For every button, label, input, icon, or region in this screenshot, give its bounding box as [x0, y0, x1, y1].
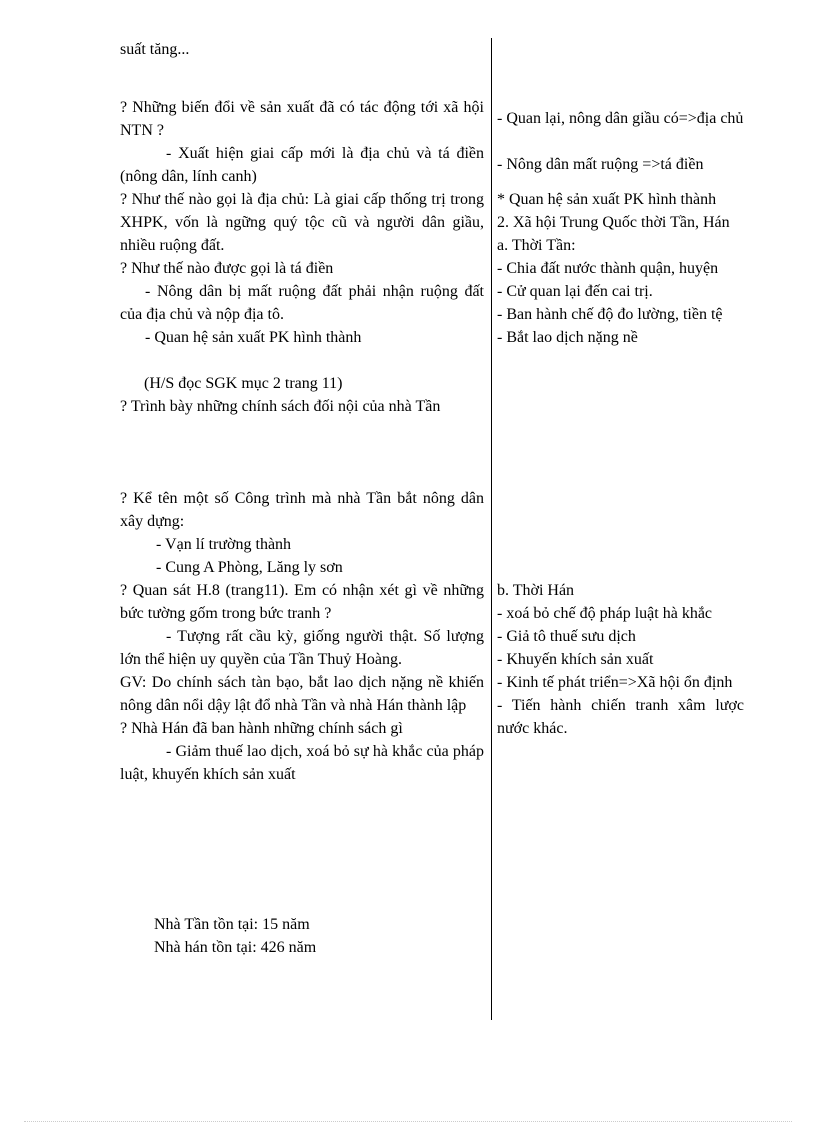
question: ? Quan sát H.8 (trang11). Em có nhận xét gì về những bức tường gốm trong bức tranh ? [120, 582, 484, 622]
note: * Quan hệ sản xuất PK hình thành [497, 191, 717, 208]
note: - Bắt lao dịch nặng nề [497, 329, 638, 346]
section-heading: 2. Xã hội Trung Quốc thời Tần, Hán [497, 214, 730, 231]
question: ? Kể tên một số Công trình mà nhà Tần bắt nông dân xây dựng: [120, 490, 484, 530]
answer: - Quan hệ sản xuất PK hình thành [145, 329, 362, 346]
question: ? Như thế nào gọi là địa chủ: Là giai cấp thống trị trong XHPK, vốn là ngững quý tộc cũ và người dân giầu, nhiều ruộng đất. [120, 191, 484, 254]
note: - Khuyến khích sản xuất [497, 651, 654, 668]
note: - Chia đất nước thành quận, huyện [497, 260, 719, 277]
page-bottom-border [24, 1121, 792, 1122]
answer: - Nông dân bị mất ruộng đất phải nhận ruộng đất của địa chủ và nộp địa tô. [120, 283, 484, 323]
answer: - Xuất hiện giai cấp mới là địa chủ và tá điền (nông dân, lính canh) [120, 145, 484, 185]
subsection-heading: a. Thời Tần: [497, 237, 576, 254]
note: - Kinh tế phát triển=>Xã hội ổn định [497, 674, 733, 691]
question: ? Trình bày những chính sách đối nội của nhà Tần [120, 398, 441, 415]
note: - Cử quan lại đến cai trị. [497, 283, 653, 300]
question: ? Những biến đổi về sản xuất đã có tác động tới xã hội NTN ? [120, 99, 484, 139]
subsection-heading: b. Thời Hán [497, 582, 575, 599]
answer: - Giảm thuế lao dịch, xoá bỏ sự hà khắc của pháp luật, khuyến khích sản xuất [120, 743, 484, 783]
note: - Nông dân mất ruộng =>tá điền [497, 156, 704, 173]
summary-line: Nhà Tần tồn tại: 15 năm [154, 916, 310, 933]
note: - Ban hành chế độ đo lường, tiền tệ [497, 306, 723, 323]
question: ? Nhà Hán đã ban hành những chính sách gì [120, 720, 403, 737]
text-line: suất tăng... [120, 41, 190, 58]
note: - Tiến hành chiến tranh xâm lược nước khác. [497, 697, 744, 737]
note: - Quan lại, nông dân giầu có=>địa chủ [497, 110, 744, 127]
teacher-note: GV: Do chính sách tàn bạo, bắt lao dịch nặng nề khiến nông dân nổi dậy lật đổ nhà Tần và nhà Hán thành lập [120, 674, 484, 714]
instruction: (H/S đọc SGK mục 2 trang 11) [144, 375, 343, 392]
note: - xoá bỏ chế độ pháp luật hà khắc [497, 605, 713, 622]
note: - Giả tô thuế sưu dịch [497, 628, 636, 645]
answer: - Vạn lí trường thành [156, 536, 292, 553]
right-column [497, 38, 744, 740]
question: ? Như thế nào được gọi là tá điền [120, 260, 334, 277]
summary-line: Nhà hán tồn tại: 426 năm [154, 939, 317, 956]
answer: - Tượng rất cầu kỳ, giống người thật. Số lượng lớn thể hiện uy quyền của Tần Thuỷ Hoàng. [120, 628, 484, 668]
left-column [120, 38, 484, 959]
answer: - Cung A Phòng, Lăng ly sơn [156, 559, 343, 576]
column-divider [491, 38, 492, 1020]
